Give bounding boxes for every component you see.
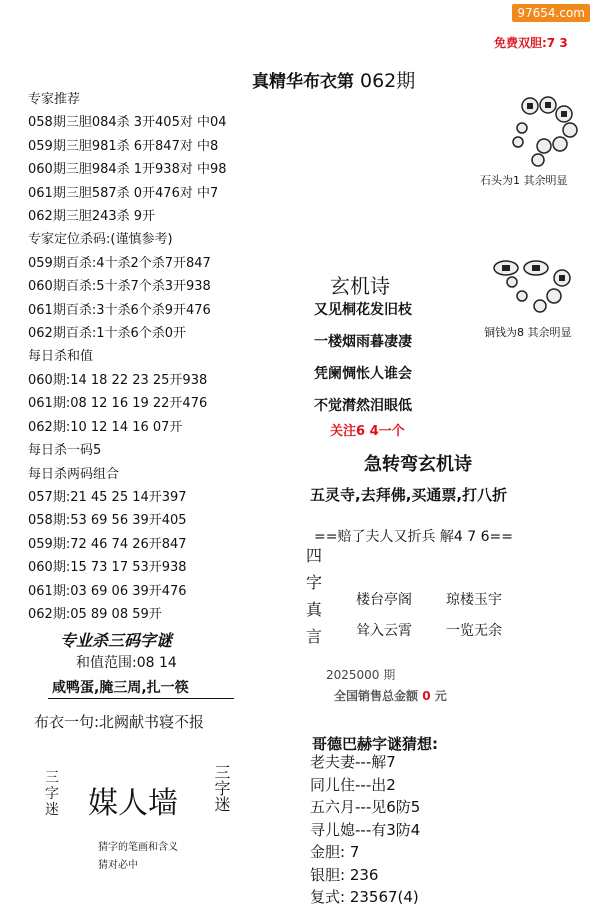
brain-teaser-answer: ==赔了夫人又折兵 解4 7 6== <box>314 529 513 545</box>
coin-caption-2: 铜钱为8 其余明显 <box>484 326 572 339</box>
coin-caption-1: 石头为1 其余明显 <box>480 174 568 187</box>
copper-coin-digit-icon <box>492 258 576 320</box>
poem-line: 一楼烟雨暮凄凄 <box>314 334 412 350</box>
focus-note: 关注6 4一个 <box>330 424 405 439</box>
site-watermark: 97654.com <box>512 4 590 22</box>
poem-line: 不觉潸然泪眼低 <box>314 398 412 414</box>
expert-line: 专家推荐 <box>28 92 81 107</box>
free-double-label: 免费双胆:7 3 <box>494 36 568 50</box>
expert-line: 059期:72 46 74 26开847 <box>28 536 187 552</box>
three-char-riddle-left: 三字迷 <box>45 770 59 818</box>
motto-phrase: 耸入云霄 <box>356 623 412 639</box>
expert-line: 059期百杀:4十杀2个杀7开847 <box>28 255 211 271</box>
matchmaker-wall: 媒人墙 <box>88 786 178 821</box>
expert-line: 每日杀一码5 <box>28 443 102 459</box>
motto-phrase: 一览无余 <box>446 623 502 639</box>
three-code-riddle-heading: 专业杀三码字谜 <box>60 631 173 650</box>
expert-line: 058期三胆084杀 3开405对 中04 <box>28 115 227 131</box>
motto-char: 真 <box>305 600 322 619</box>
expert-line: 059期三胆981杀 6开847对 中8 <box>28 138 219 154</box>
riddle-line: 咸鸭蛋,腌三周,扎一筷 <box>52 680 189 696</box>
sales-label: 全国销售总金额 <box>334 689 419 703</box>
expert-line: 062期三胆243杀 9开 <box>28 209 156 225</box>
divider <box>48 698 234 699</box>
brain-teaser-title: 急转弯玄机诗 <box>364 454 472 475</box>
riddle-answer-line: 寻儿媳---有3防4 <box>310 820 421 839</box>
expert-line: 061期三胆587杀 0开476对 中7 <box>28 185 219 201</box>
riddle-answer-line: 同儿住---出2 <box>310 775 396 794</box>
stone-coin-digit-icon <box>508 96 584 170</box>
motto-char: 言 <box>305 627 322 646</box>
riddle-answer-line: 老夫妻---解7 <box>310 753 396 771</box>
sales-total <box>334 687 447 704</box>
four-char-motto-label <box>304 542 324 650</box>
page-title <box>252 66 415 93</box>
riddle-hint: 猜字的笔画和含义 <box>98 842 178 853</box>
buyi-sentence: 布衣一句:北阙献书寝不报 <box>34 713 205 731</box>
expert-line: 060期:15 73 17 53开938 <box>28 560 187 576</box>
riddle-answer-line: 复式: 23567(4) <box>310 888 419 906</box>
goldbach-riddle-lines <box>310 751 420 909</box>
title-main: 真精华布衣第 <box>252 72 354 92</box>
motto-char: 字 <box>305 573 322 592</box>
expert-line: 062期百杀:1十杀6个杀0开 <box>28 326 187 342</box>
expert-line: 062期:10 12 14 16 07开 <box>28 419 183 435</box>
riddle-answer-line: 金胆: 7 <box>310 843 360 861</box>
expert-line: 专家定位杀码:(谨慎参考) <box>28 232 173 248</box>
poem-line: 又见桐花发旧枝 <box>314 302 412 318</box>
goldbach-riddle-title: 哥德巴赫字谜猜想: <box>312 735 438 753</box>
sales-value: 0 <box>422 689 431 703</box>
three-char-riddle-right: 三字迷 <box>214 763 231 814</box>
riddle-answer-line: 五六月---见6防5 <box>310 798 421 816</box>
expert-line: 058期:53 69 56 39开405 <box>28 513 187 529</box>
expert-line: 060期:14 18 22 23 25开938 <box>28 372 208 388</box>
motto-phrase: 琼楼玉宇 <box>446 592 502 608</box>
motto-char: 四 <box>305 546 322 565</box>
motto-phrase: 楼台亭阁 <box>356 592 412 608</box>
expert-line: 每日杀两码组合 <box>28 466 120 482</box>
expert-line: 061期:03 69 06 39开476 <box>28 583 187 599</box>
sales-issue: 2025000 期 <box>326 668 396 682</box>
expert-list <box>28 88 227 626</box>
expert-line: 061期:08 12 16 19 22开476 <box>28 396 208 412</box>
expert-line: 每日杀和值 <box>28 349 94 365</box>
expert-line: 061期百杀:3十杀6个杀9开476 <box>28 302 211 318</box>
poem-line: 凭阑惆怅人谁会 <box>314 366 412 382</box>
sum-range: 和值范围:08 14 <box>76 655 177 671</box>
sales-unit: 元 <box>434 689 447 703</box>
mystic-poem-title: 玄机诗 <box>330 274 390 298</box>
expert-line: 060期三胆984杀 1开938对 中98 <box>28 162 227 178</box>
brain-teaser-line: 五灵寺,去拜佛,买通票,打八折 <box>310 486 508 504</box>
expert-line: 057期:21 45 25 14开397 <box>28 489 187 505</box>
expert-line: 060期百杀:5十杀7个杀3开938 <box>28 279 211 295</box>
title-issue: 062期 <box>360 70 416 92</box>
expert-line: 062期:05 89 08 59开 <box>28 606 162 622</box>
riddle-answer-line: 银胆: 236 <box>310 865 379 884</box>
riddle-hint-2: 猜对必中 <box>98 860 138 871</box>
